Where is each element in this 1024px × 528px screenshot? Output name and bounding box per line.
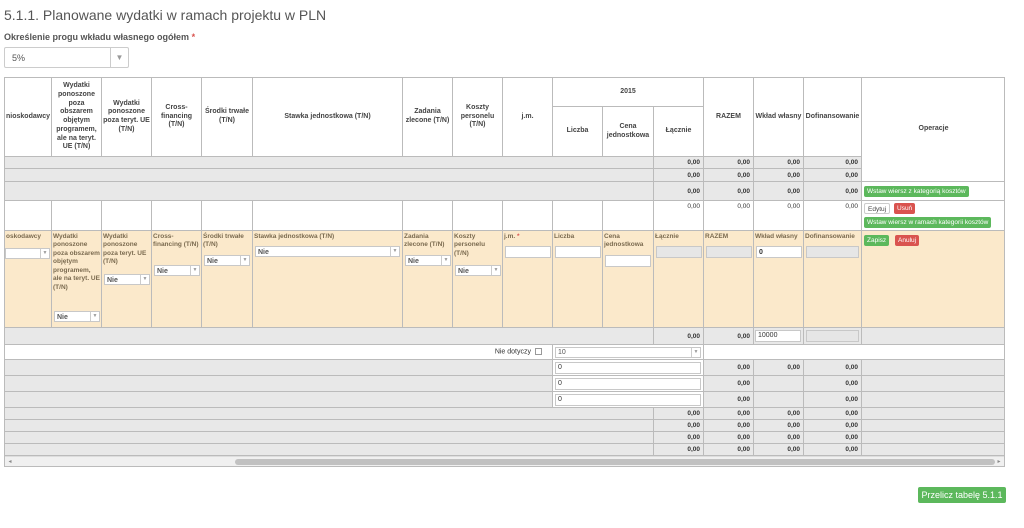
cell-lacznie: 0,00	[654, 182, 704, 201]
cell-wklad: 0,00	[754, 182, 804, 201]
cell-dofin: 0,00	[804, 392, 862, 408]
cell-razem: 0,00	[704, 392, 754, 408]
required-marker: *	[517, 233, 520, 240]
unit-label: j.m.	[504, 233, 516, 240]
table-cell	[553, 376, 704, 392]
cell-wklad: 0,00	[754, 420, 804, 432]
cell-dofin: 0,00	[804, 376, 862, 392]
chevron-down-icon: ▼	[190, 266, 199, 275]
edit-cell-unit-rate	[253, 231, 403, 328]
edit-label: Wydatki ponoszone poza obszarem objętym programem, ale na teryt. UE (T/N)	[53, 233, 100, 291]
operations-cell	[862, 182, 1005, 201]
fixed-assets-select[interactable]	[204, 255, 250, 266]
add-row-in-category-button[interactable]: Wstaw wiersz w ramach kategorii kosztów	[864, 217, 991, 228]
edit-button[interactable]: Edytuj	[864, 203, 890, 214]
table-cell	[862, 444, 1005, 456]
edit-label: Wkład własny	[755, 233, 798, 240]
operations-cell	[862, 328, 1005, 345]
cell-razem: 0,00	[704, 360, 754, 376]
scroll-right-icon[interactable]: ▸	[997, 459, 1001, 465]
edit-label	[504, 233, 551, 241]
header-cena: Cena jednostkowa	[603, 107, 654, 157]
page-title: 5.1.1. Planowane wydatki w ramach projektu w PLN	[4, 7, 327, 23]
outside-area-select[interactable]	[54, 311, 100, 322]
cell-lacznie: 0,00	[654, 420, 704, 432]
cell-wklad: 0,00	[754, 408, 804, 420]
table-cell	[862, 432, 1005, 444]
edit-cell-outsourced	[403, 231, 453, 328]
cell-lacznie: 0,00	[654, 169, 704, 182]
table-cell	[553, 201, 603, 231]
header-personnel: Koszty personelu (T/N)	[453, 78, 503, 157]
sum-input	[706, 246, 752, 258]
cell-razem: 0,00	[704, 376, 754, 392]
table-row	[5, 420, 654, 432]
cell-dofin: 0,00	[804, 444, 862, 456]
select-value: Nie	[207, 258, 218, 265]
expenses-table	[4, 77, 1005, 467]
scrollbar-thumb[interactable]	[235, 459, 995, 465]
recalculate-table-button[interactable]: Przelicz tabelę 5.1.1	[918, 487, 1006, 503]
cell-dofin: 0,00	[804, 360, 862, 376]
cell-dofin: 0,00	[804, 157, 862, 169]
select-value: Nie	[458, 268, 469, 275]
threshold-label	[4, 32, 195, 42]
threshold-label-text: Określenie progu wkładu własnego ogółem	[4, 32, 190, 42]
cell-wklad	[754, 328, 804, 345]
cell-lacznie: 0,00	[654, 444, 704, 456]
unit-price-input[interactable]	[605, 255, 651, 267]
header-unit-rate: Stawka jednostkowa (T/N)	[253, 78, 403, 157]
cancel-button[interactable]: Anuluj	[895, 235, 919, 246]
amount-input[interactable]: 0	[555, 362, 701, 374]
cell-wklad: 0,00	[754, 444, 804, 456]
table-cell	[862, 420, 1005, 432]
edit-cell-personnel	[453, 231, 503, 328]
edit-cell-wklad	[754, 231, 804, 328]
cell-razem: 0,00	[704, 201, 754, 231]
cell-dofin: 0,00	[804, 169, 862, 182]
table-cell	[862, 392, 1005, 408]
unit-rate-select[interactable]	[255, 246, 400, 257]
add-category-row-button[interactable]: Wstaw wiersz z kategorią kosztów	[864, 186, 969, 197]
cell-lacznie: 0,00	[654, 408, 704, 420]
scroll-left-icon[interactable]: ◂	[8, 459, 12, 465]
edit-cell-lacznie	[654, 231, 704, 328]
cell-lacznie: 0,00	[654, 201, 704, 231]
table-row	[5, 328, 654, 345]
cell-razem: 0,00	[704, 420, 754, 432]
cell-lacznie: 0,00	[654, 432, 704, 444]
header-outsourced: Zadania zlecone (T/N)	[403, 78, 453, 157]
table-cell	[862, 360, 1005, 376]
chevron-down-icon: ▼	[40, 249, 49, 258]
cell-razem: 0,00	[704, 328, 754, 345]
table-cell	[152, 201, 202, 231]
header-operacje: Operacje	[862, 78, 1005, 182]
required-marker: *	[191, 32, 196, 42]
chevron-down-icon: ▼	[140, 275, 149, 284]
edit-label: Koszty personelu (T/N)	[454, 233, 486, 257]
table-row	[5, 376, 553, 392]
edit-cell-liczba	[553, 231, 603, 328]
edit-cell-cena	[603, 231, 654, 328]
edit-cell-unit	[503, 231, 553, 328]
edit-label: RAZEM	[705, 233, 729, 240]
chevron-down-icon: ▼	[110, 48, 128, 67]
select-value: 10	[558, 349, 566, 356]
table-row	[5, 169, 654, 182]
header-wklad: Wkład własny	[754, 78, 804, 157]
cell-wklad: 0,00	[754, 432, 804, 444]
summary-funding-input	[806, 330, 859, 342]
cell-wklad	[754, 376, 804, 392]
header-cross-financing: Cross-financing (T/N)	[152, 78, 202, 157]
table-row	[5, 182, 654, 201]
table-cell	[202, 201, 253, 231]
edit-cell-cross-financing	[152, 231, 202, 328]
cell-wklad	[754, 392, 804, 408]
funding-input	[806, 246, 859, 258]
table-cell	[453, 201, 503, 231]
table-cell	[704, 345, 1005, 360]
chevron-down-icon: ▼	[390, 247, 399, 256]
edit-cell-outside-area	[52, 231, 102, 328]
operations-cell	[862, 201, 1005, 231]
edit-label: Liczba	[554, 233, 575, 240]
delete-button[interactable]: Usuń	[894, 203, 915, 214]
edit-cell-outside-eu	[102, 231, 152, 328]
edit-cell-fixed-assets	[202, 231, 253, 328]
save-button[interactable]: Zapisz	[864, 235, 889, 246]
header-wnioskodawcy: nioskodawcy	[5, 78, 52, 157]
select-value: Nie	[57, 314, 68, 321]
header-outside-eu: Wydatki ponoszone poza teryt. UE (T/N)	[102, 78, 152, 157]
table-cell	[862, 376, 1005, 392]
edit-label: Wydatki ponoszone poza teryt. UE (T/N)	[103, 233, 147, 266]
header-lacznie: Łącznie	[654, 107, 704, 157]
header-liczba: Liczba	[553, 107, 603, 157]
cell-dofin: 0,00	[804, 432, 862, 444]
unit-input[interactable]	[505, 246, 551, 258]
header-unit: j.m.	[503, 78, 553, 157]
table-row	[5, 157, 654, 169]
chevron-down-icon: ▼	[240, 256, 249, 265]
operations-cell	[862, 231, 1005, 328]
table-row	[5, 408, 654, 420]
amount-input[interactable]: 0	[555, 394, 701, 406]
cell-dofin: 0,00	[804, 201, 862, 231]
cell-wklad: 0,00	[754, 201, 804, 231]
edit-label: oskodawcy	[6, 233, 42, 240]
edit-label: Środki trwałe (T/N)	[203, 233, 244, 249]
select-value: Nie	[408, 258, 419, 265]
cell-dofin: 0,00	[804, 182, 862, 201]
horizontal-scrollbar[interactable]	[5, 456, 1004, 466]
cross-financing-select[interactable]	[154, 265, 200, 276]
chevron-down-icon: ▼	[691, 348, 700, 357]
edit-label: Zadania zlecone (T/N)	[404, 233, 445, 249]
select-value: Nie	[157, 268, 168, 275]
edit-label: Cross-financing (T/N)	[153, 233, 199, 249]
cell-wklad: 0,00	[754, 157, 804, 169]
chevron-down-icon: ▼	[491, 266, 500, 275]
header-razem: RAZEM	[704, 78, 754, 157]
period-select[interactable]	[555, 347, 701, 358]
edit-cell-razem	[704, 231, 754, 328]
cell-razem: 0,00	[704, 444, 754, 456]
table-cell	[553, 360, 704, 376]
quantity-input[interactable]	[555, 246, 601, 258]
select-value: Nie	[107, 277, 118, 284]
cell-dofin	[804, 328, 862, 345]
table-cell	[603, 201, 654, 231]
cell-razem: 0,00	[704, 432, 754, 444]
edit-cell-applicant	[5, 231, 52, 328]
table-cell	[5, 201, 52, 231]
threshold-value: 5%	[12, 53, 26, 63]
amount-input[interactable]: 0	[555, 378, 701, 390]
applicant-select[interactable]	[5, 248, 50, 259]
cell-wklad: 0,00	[754, 169, 804, 182]
cell-razem: 0,00	[704, 182, 754, 201]
not-applicable-checkbox[interactable]	[535, 348, 542, 355]
table-cell	[553, 345, 704, 360]
header-year: 2015	[553, 78, 704, 107]
header-fixed-assets: Środki trwałe (T/N)	[202, 78, 253, 157]
header-dofin: Dofinansowanie	[804, 78, 862, 157]
not-applicable-cell	[5, 345, 553, 360]
table-cell	[862, 408, 1005, 420]
table-row	[5, 444, 654, 456]
cell-lacznie: 0,00	[654, 328, 704, 345]
cell-razem: 0,00	[704, 157, 754, 169]
cell-lacznie: 0,00	[654, 157, 704, 169]
table-row	[5, 432, 654, 444]
table-cell	[102, 201, 152, 231]
table-cell	[253, 201, 403, 231]
cell-razem: 0,00	[704, 408, 754, 420]
table-row	[5, 392, 553, 408]
threshold-select[interactable]	[4, 47, 129, 68]
cell-dofin: 0,00	[804, 420, 862, 432]
table-cell	[403, 201, 453, 231]
own-contribution-input[interactable]: 0	[756, 246, 802, 258]
edit-cell-dofin	[804, 231, 862, 328]
not-applicable-label: Nie dotyczy	[494, 348, 531, 356]
edit-label: Cena jednostkowa	[604, 233, 644, 249]
chevron-down-icon: ▼	[441, 256, 450, 265]
edit-label: Stawka jednostkowa (T/N)	[254, 233, 335, 240]
edit-label: Łącznie	[655, 233, 679, 240]
summary-own-contribution-input[interactable]: 10000	[755, 330, 801, 342]
edit-label: Dofinansowanie	[805, 233, 855, 240]
outsourced-select[interactable]	[405, 255, 451, 266]
cell-wklad: 0,00	[754, 360, 804, 376]
total-input	[656, 246, 702, 258]
header-outside-area: Wydatki ponoszone poza obszarem objętym programem, ale na teryt. UE (T/N)	[52, 78, 102, 157]
cell-razem: 0,00	[704, 169, 754, 182]
outside-eu-select[interactable]	[104, 274, 150, 285]
select-value: Nie	[258, 249, 269, 256]
personnel-select[interactable]	[455, 265, 501, 276]
table-cell	[503, 201, 553, 231]
table-cell	[553, 392, 704, 408]
cell-dofin: 0,00	[804, 408, 862, 420]
table-cell	[52, 201, 102, 231]
chevron-down-icon: ▼	[90, 312, 99, 321]
table-row	[5, 360, 553, 376]
